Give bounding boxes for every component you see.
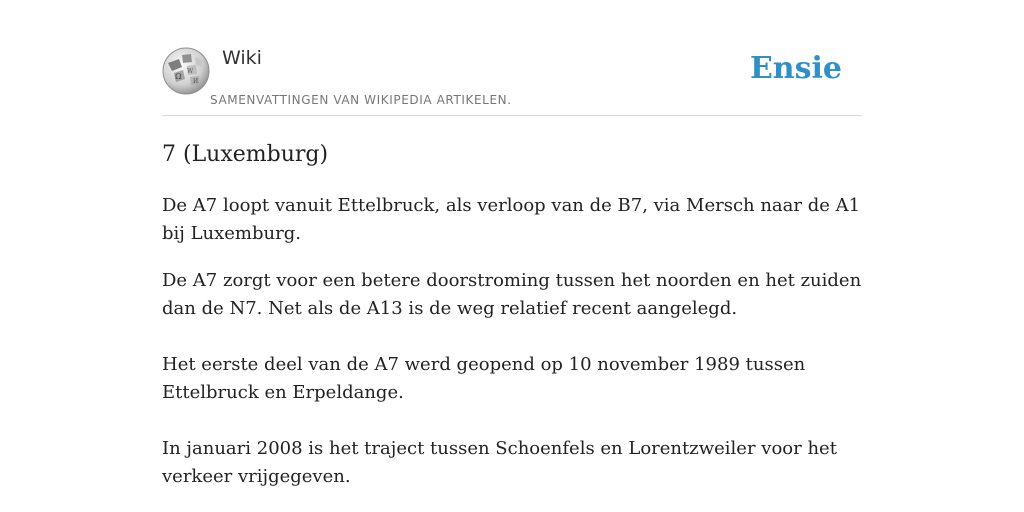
wikipedia-globe-icon[interactable] <box>162 47 210 95</box>
article-paragraph: De A7 zorgt voor een betere doorstroming tussen het noorden en het zuiden dan de N7. Net als de A13 is de weg relatief recent aangelegd. <box>162 270 862 319</box>
ensie-link[interactable]: Ensie <box>749 51 842 86</box>
svg-text:W: W <box>187 68 194 75</box>
page-title: 7 (Luxemburg) <box>162 142 329 167</box>
article-paragraph: In januari 2008 is het traject tussen Schoenfels en Lorentzweiler voor het verkeer vrijgegeven. <box>162 438 837 487</box>
site-header <box>162 0 862 116</box>
svg-text:И: И <box>193 78 199 85</box>
site-tagline: SAMENVATTINGEN VAN WIKIPEDIA ARTIKELEN. <box>210 93 512 107</box>
article-paragraph: Het eerste deel van de A7 werd geopend op 10 november 1989 tussen Ettelbruck en Erpeldange. <box>162 354 806 403</box>
brand-name[interactable]: Wiki <box>222 47 262 69</box>
svg-text:Ω: Ω <box>175 72 182 81</box>
article-paragraph: De A7 loopt vanuit Ettelbruck, als verloop van de B7, via Mersch naar de A1 bij Luxemburg. <box>162 195 861 244</box>
page-container <box>162 0 862 487</box>
